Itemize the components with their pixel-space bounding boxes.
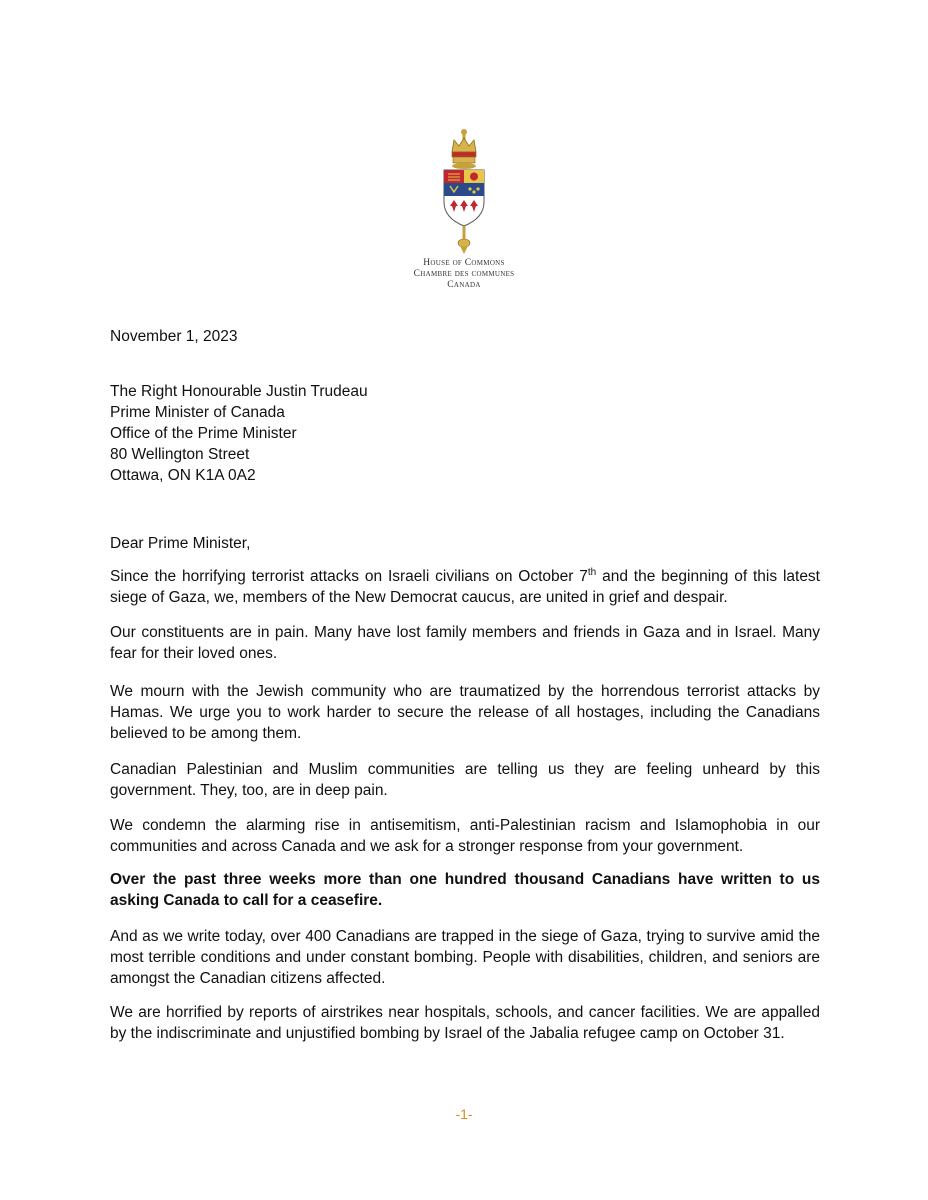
recipient-street: 80 Wellington Street <box>110 446 250 463</box>
recipient-address <box>110 381 820 486</box>
paragraph-1-end: and the beginning of this latest siege of Gaza, we, members of the New Democrat caucus, are united in grief and despair. <box>110 568 820 606</box>
letterhead-line-1: House of Commons <box>423 258 505 268</box>
paragraph-6-bold: Over the past three weeks more than one hundred thousand Canadians have written to us asking Canada to call for a ceasefire. <box>110 871 820 909</box>
paragraph-1 <box>110 566 820 608</box>
letterhead <box>0 126 928 291</box>
letterhead-line-3: Canada <box>447 280 481 290</box>
recipient-city: Ottawa, ON K1A 0A2 <box>110 467 256 484</box>
page-number: -1- <box>455 1106 473 1122</box>
paragraph-1-superscript: th <box>587 566 597 578</box>
paragraph-3: We mourn with the Jewish community who are traumatized by the horrendous terrorist attacks by Hamas. We urge you to work harder to secure the release of all hostages, including the Canadians believed to be among them. <box>110 683 820 742</box>
recipient-office: Office of the Prime Minister <box>110 425 297 442</box>
recipient-name: The Right Honourable Justin Trudeau <box>110 383 368 400</box>
paragraph-4: Canadian Palestinian and Muslim communities are telling us they are feeling unheard by this government. They, too, are in deep pain. <box>110 761 820 799</box>
paragraph-1-start: Since the horrifying terrorist attacks on Israeli civilians on October 7 <box>110 568 588 585</box>
paragraph-5: We condemn the alarming rise in antisemitism, anti-Palestinian racism and Islamophobia in our communities and across Canada and we ask for a stronger response from your government. <box>110 817 820 855</box>
paragraph-7: And as we write today, over 400 Canadians are trapped in the siege of Gaza, trying to survive amid the most terrible conditions and under constant bombing. People with disabilities, children, and seniors are amongst the Canadian citizens affected. <box>110 928 820 987</box>
letterhead-line-2: Chambre des communes <box>413 269 515 279</box>
salutation: Dear Prime Minister, <box>110 535 251 552</box>
paragraph-8: We are horrified by reports of airstrikes near hospitals, schools, and cancer facilities. We are appalled by the indiscriminate and unjustified bombing by Israel of the Jabalia refugee camp on October 31. <box>110 1004 820 1042</box>
paragraph-2: Our constituents are in pain. Many have lost family members and friends in Gaza and in Israel. Many fear for their loved ones. <box>110 624 820 662</box>
recipient-title: Prime Minister of Canada <box>110 404 285 421</box>
house-of-commons-crest-icon <box>422 126 506 256</box>
letter-date: November 1, 2023 <box>110 328 238 345</box>
